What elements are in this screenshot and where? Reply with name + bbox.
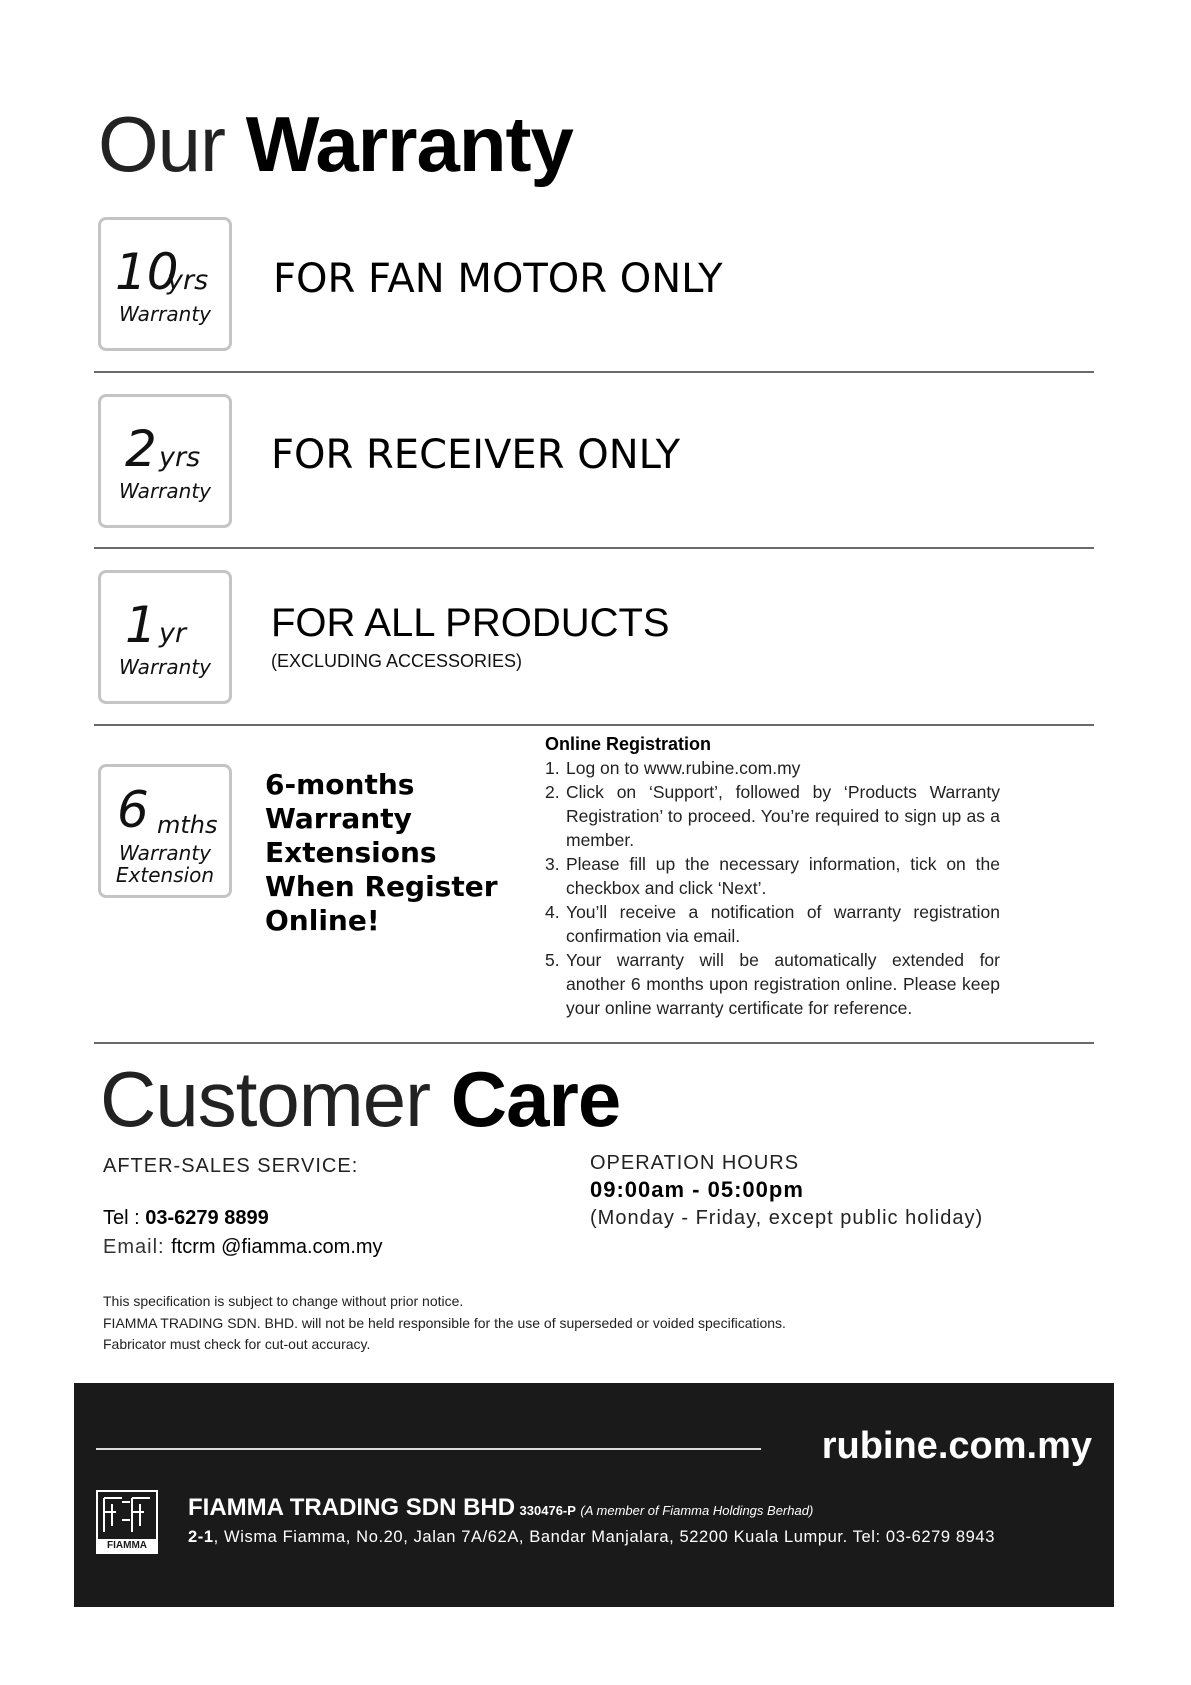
customer-care-title <box>100 1055 621 1143</box>
badge-label: Warranty <box>119 655 211 679</box>
disclaimer-line: FIAMMA TRADING SDN. BHD. will not be held responsible for the use of superseded or voided specifications. <box>103 1314 786 1331</box>
warranty-title-light: Our <box>98 100 226 188</box>
warranty-title-bold: Warranty <box>245 100 573 188</box>
extension-heading <box>265 768 498 938</box>
badge-unit: yrs <box>159 442 201 473</box>
customer-care-title-bold: Care <box>450 1055 621 1143</box>
warranty-text-all-products: FOR ALL PRODUCTS <box>271 601 670 645</box>
warranty-badge-10yrs <box>98 217 232 351</box>
registration-step <box>545 948 1000 1020</box>
badge-label-extension: Extension <box>115 863 215 887</box>
divider <box>94 724 1094 726</box>
online-registration <box>545 734 1000 1020</box>
company-address <box>188 1528 995 1547</box>
website-link[interactable]: rubine.com.my <box>821 1425 1092 1467</box>
warranty-badge-1yr <box>98 570 232 704</box>
address-text: , Wisma Fiamma, No.20, Jalan 7A/62A, Bandar Manjalara, 52200 Kuala Lumpur. Tel: 03-6279 8943 <box>213 1528 995 1546</box>
warranty-subtext-excluding: (EXCLUDING ACCESSORIES) <box>271 651 523 671</box>
telephone <box>103 1207 269 1230</box>
badge-number: 6 <box>117 781 149 839</box>
divider <box>94 547 1094 549</box>
email-label: Email: <box>103 1236 172 1258</box>
tel-label: Tel : <box>103 1207 146 1229</box>
footer-rule <box>96 1448 761 1450</box>
step-text: You’ll receive a notification of warranty registration confirmation via email. <box>566 902 1000 946</box>
fiamma-logo-mark-icon <box>98 1492 156 1538</box>
extension-heading-line: Warranty <box>265 802 412 835</box>
step-number: 3. <box>545 854 560 874</box>
badge-unit: mths <box>157 811 218 839</box>
fiamma-logo-word: FIAMMA <box>98 1539 156 1552</box>
warranty-badge-6mths <box>98 764 232 898</box>
email <box>103 1236 383 1259</box>
registration-step <box>545 756 1000 780</box>
address-unit: 2-1 <box>188 1528 214 1546</box>
email-address[interactable]: ftcrm @fiamma.com.my <box>171 1236 383 1258</box>
step-text: Please fill up the necessary information, tick on the checkbox and click ‘Next’. <box>566 854 1000 898</box>
divider <box>94 1042 1094 1044</box>
extension-heading-line: Online! <box>265 904 380 937</box>
registration-step <box>545 780 1000 852</box>
company-line <box>188 1494 813 1522</box>
step-number: 1. <box>545 758 560 778</box>
badge-number: 2 <box>125 420 157 478</box>
registration-step <box>545 852 1000 900</box>
operation-hours: 09:00am - 05:00pm <box>590 1177 804 1202</box>
extension-heading-line: Extensions <box>265 836 437 869</box>
disclaimer-line: This specification is subject to change without prior notice. <box>103 1293 464 1309</box>
extension-heading-line: When Register <box>265 870 498 903</box>
disclaimer-line: Fabricator must check for cut-out accuracy. <box>103 1336 371 1352</box>
fiamma-logo <box>96 1490 158 1554</box>
badge-number: 1 <box>125 596 157 654</box>
tel-number[interactable]: 03-6279 8899 <box>145 1207 269 1229</box>
warranty-title <box>98 100 573 188</box>
after-sales-label: AFTER-SALES SERVICE: <box>103 1155 359 1177</box>
extension-heading-line: 6-months <box>265 768 415 801</box>
online-registration-title: Online Registration <box>545 734 712 754</box>
footer <box>74 1383 1114 1607</box>
customer-care-title-light: Customer <box>100 1055 431 1143</box>
registration-steps <box>545 756 1000 1020</box>
company-reg-no: 330476-P <box>519 1503 576 1518</box>
badge-unit: yr <box>159 618 187 649</box>
badge-label: Warranty <box>119 302 211 326</box>
badge-label: Warranty <box>119 479 211 503</box>
step-text: Log on to www.rubine.com.my <box>566 758 801 778</box>
badge-number: 10 <box>115 243 179 301</box>
badge-unit: yrs <box>167 265 209 296</box>
operation-hours-label: OPERATION HOURS <box>590 1152 800 1174</box>
company-member-note: (A member of Fiamma Holdings Berhad) <box>580 1503 814 1518</box>
warranty-text-receiver: FOR RECEIVER ONLY <box>271 432 681 478</box>
step-text: Your warranty will be automatically extended for another 6 months upon registration online. Please keep your online warranty certificate for reference. <box>566 950 1000 1018</box>
company-name: FIAMMA TRADING SDN BHD <box>188 1494 516 1521</box>
step-number: 4. <box>545 902 560 922</box>
registration-step <box>545 900 1000 948</box>
warranty-text-fan-motor: FOR FAN MOTOR ONLY <box>273 256 723 302</box>
badge-label: Warranty <box>119 841 211 865</box>
divider <box>94 371 1094 373</box>
step-number: 2. <box>545 782 560 802</box>
warranty-badge-2yrs <box>98 394 232 528</box>
disclaimer <box>103 1291 786 1356</box>
operation-days: (Monday - Friday, except public holiday) <box>590 1207 984 1229</box>
step-text: Click on ‘Support’, followed by ‘Products Warranty Registration’ to proceed. You’re required to sign up as a member. <box>566 782 1000 850</box>
step-number: 5. <box>545 950 560 970</box>
